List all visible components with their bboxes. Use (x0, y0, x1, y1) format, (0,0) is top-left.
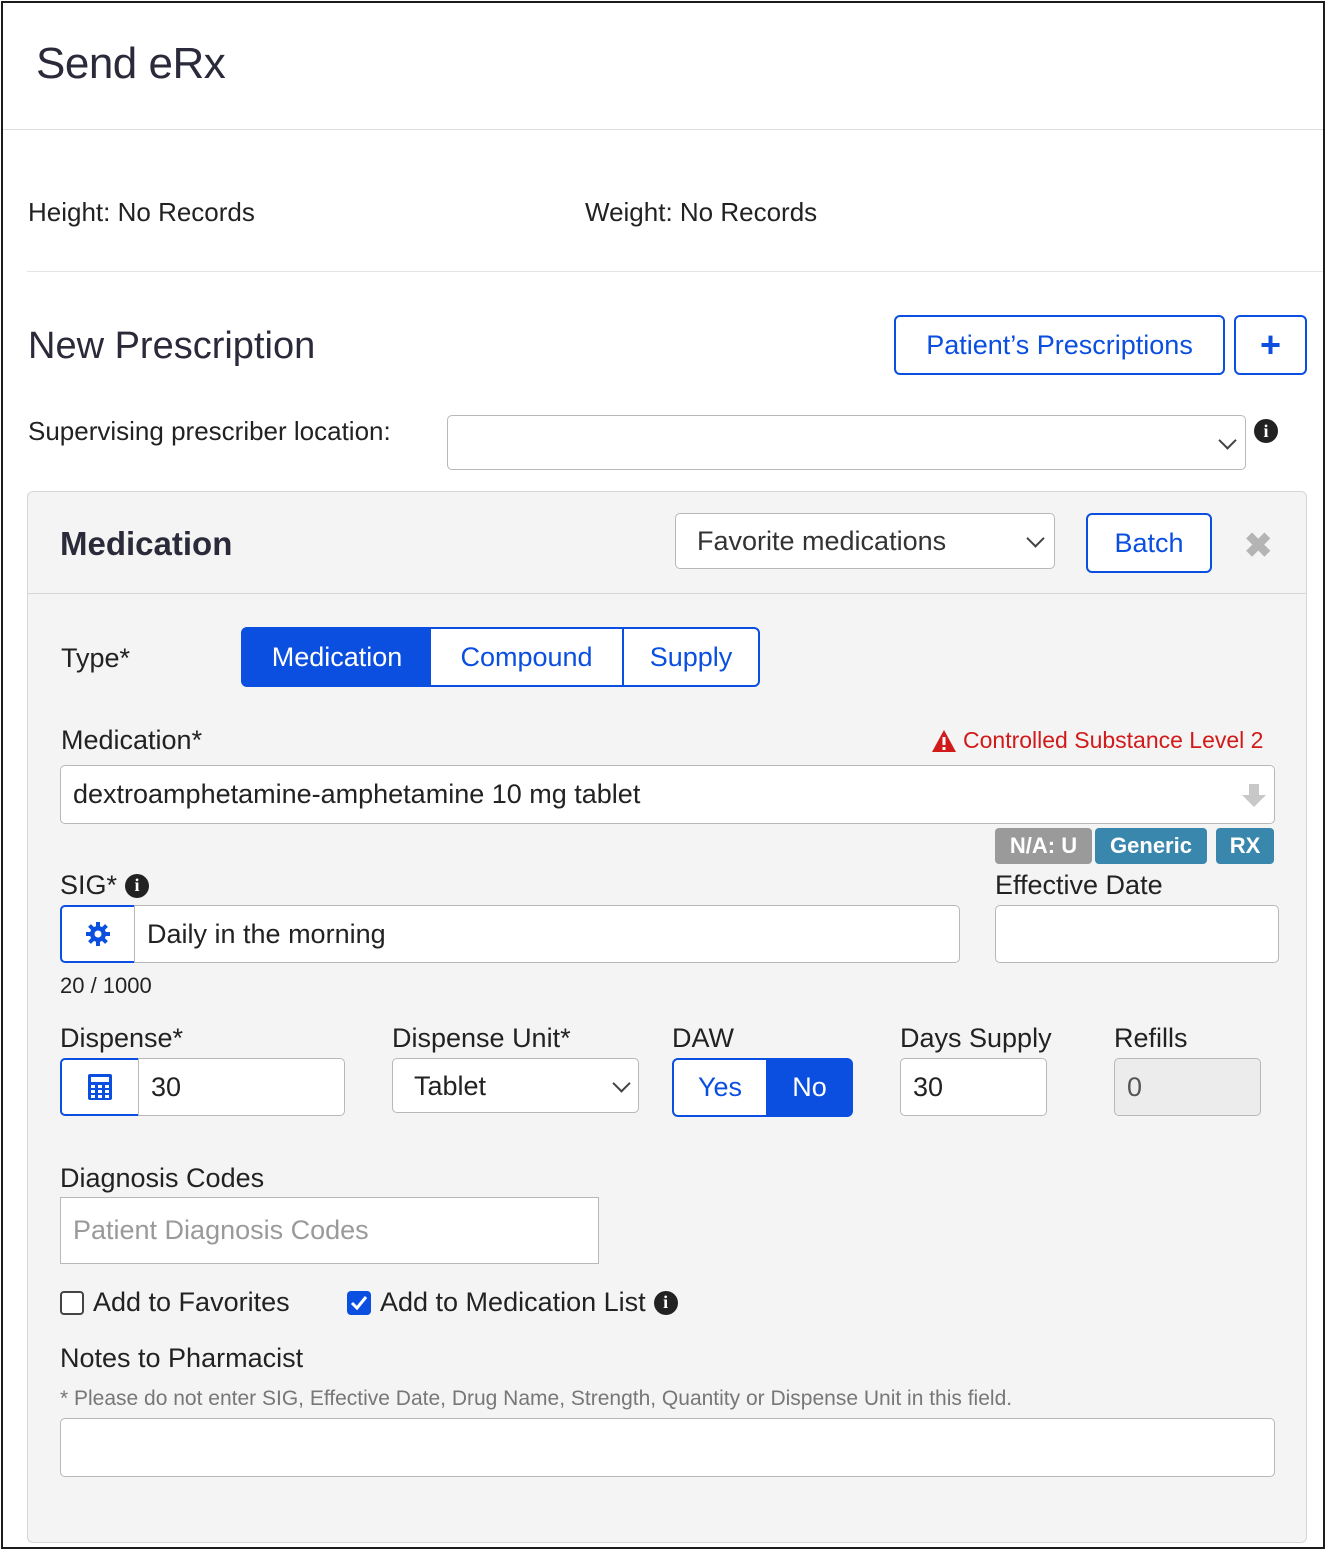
effective-date-input[interactable] (995, 905, 1279, 963)
days-supply-value: 30 (913, 1071, 944, 1102)
close-icon[interactable]: ✖ (1244, 527, 1273, 565)
diagnosis-codes-input[interactable] (60, 1197, 599, 1264)
favorite-medications-select[interactable] (675, 513, 1055, 569)
add-to-medication-list-option[interactable] (347, 1287, 678, 1318)
calculator-icon (87, 1073, 113, 1101)
page-title: Send eRx (36, 39, 226, 88)
controlled-substance-warning (931, 727, 1263, 754)
dispense-unit-label: Dispense Unit* (392, 1023, 571, 1053)
weight-value: Weight: No Records (585, 197, 818, 227)
add-to-favorites-option[interactable] (60, 1287, 290, 1318)
diagnosis-codes-placeholder: Patient Diagnosis Codes (73, 1215, 369, 1245)
divider (3, 129, 1325, 130)
controlled-substance-text: Controlled Substance Level 2 (963, 727, 1264, 753)
badge-generic: Generic (1095, 828, 1207, 864)
sig-value: Daily in the morning (147, 918, 386, 949)
refills-input (1114, 1058, 1261, 1116)
daw-label: DAW (672, 1023, 734, 1053)
add-prescription-button[interactable] (1234, 315, 1307, 375)
medication-input[interactable] (60, 765, 1275, 824)
info-circle-icon[interactable]: i (1254, 419, 1278, 443)
info-circle-icon[interactable]: i (654, 1291, 678, 1315)
add-to-medication-list-checkbox[interactable] (347, 1291, 371, 1315)
supervising-location-label: Supervising prescriber location: (28, 416, 391, 446)
divider (27, 271, 1325, 272)
badge-na: N/A: U (995, 828, 1092, 864)
chevron-down-icon (612, 1074, 630, 1092)
medication-value: dextroamphetamine-amphetamine 10 mg tablet (73, 779, 641, 809)
height-value: Height: No Records (28, 197, 255, 227)
batch-button[interactable]: Batch (1086, 513, 1212, 573)
type-label: Type* (61, 643, 131, 673)
type-medication-button[interactable]: Medication (241, 627, 433, 687)
type-compound-button[interactable]: Compound (431, 627, 624, 687)
sig-label: SIG* (60, 870, 118, 900)
panel-header-divider (27, 593, 1307, 594)
chevron-down-icon (1218, 431, 1236, 449)
refills-label: Refills (1114, 1023, 1188, 1053)
info-circle-icon[interactable]: i (125, 874, 149, 898)
dispense-input[interactable] (138, 1058, 345, 1116)
notes-label: Notes to Pharmacist (60, 1343, 304, 1373)
badge-rx: RX (1216, 828, 1274, 864)
daw-yes-button[interactable]: Yes (672, 1058, 768, 1117)
sig-builder-button[interactable] (60, 905, 136, 963)
notes-hint: * Please do not enter SIG, Effective Date, Drug Name, Strength, Quantity or Dispense Unit in this field. (60, 1387, 1013, 1410)
send-erx-window (1, 1, 1325, 1549)
panel-title: Medication (60, 525, 233, 562)
checkmark-icon (350, 1295, 368, 1311)
dispense-unit-value: Tablet (414, 1071, 487, 1101)
favorite-medications-value: Favorite medications (697, 526, 947, 556)
supervising-location-select[interactable] (447, 415, 1246, 470)
daw-no-button[interactable]: No (766, 1058, 853, 1117)
add-to-favorites-label: Add to Favorites (93, 1287, 290, 1317)
refills-value: 0 (1127, 1071, 1143, 1102)
medication-label: Medication* (61, 725, 203, 755)
warning-triangle-icon (931, 729, 957, 753)
notes-input[interactable] (60, 1418, 1275, 1477)
add-to-favorites-checkbox[interactable] (60, 1291, 84, 1315)
gear-icon (85, 921, 111, 947)
dispense-label: Dispense* (60, 1023, 184, 1053)
plus-icon: + (1259, 324, 1282, 365)
days-supply-input[interactable] (900, 1058, 1047, 1116)
days-supply-label: Days Supply (900, 1023, 1052, 1053)
patients-prescriptions-button[interactable]: Patient’s Prescriptions (894, 315, 1225, 375)
type-supply-button[interactable]: Supply (622, 627, 760, 687)
dispense-unit-select[interactable] (392, 1058, 639, 1113)
sig-input[interactable] (134, 905, 960, 963)
arrow-down-icon (1241, 782, 1267, 808)
dispense-calculator-button[interactable] (60, 1058, 140, 1116)
sig-char-count: 20 / 1000 (60, 973, 152, 998)
chevron-down-icon (1026, 529, 1044, 547)
add-to-medication-list-label: Add to Medication List (380, 1287, 646, 1317)
sig-label-group (60, 870, 149, 901)
dispense-value: 30 (151, 1071, 182, 1102)
effective-date-label: Effective Date (995, 870, 1163, 900)
section-title: New Prescription (28, 325, 316, 367)
diagnosis-codes-label: Diagnosis Codes (60, 1163, 265, 1193)
